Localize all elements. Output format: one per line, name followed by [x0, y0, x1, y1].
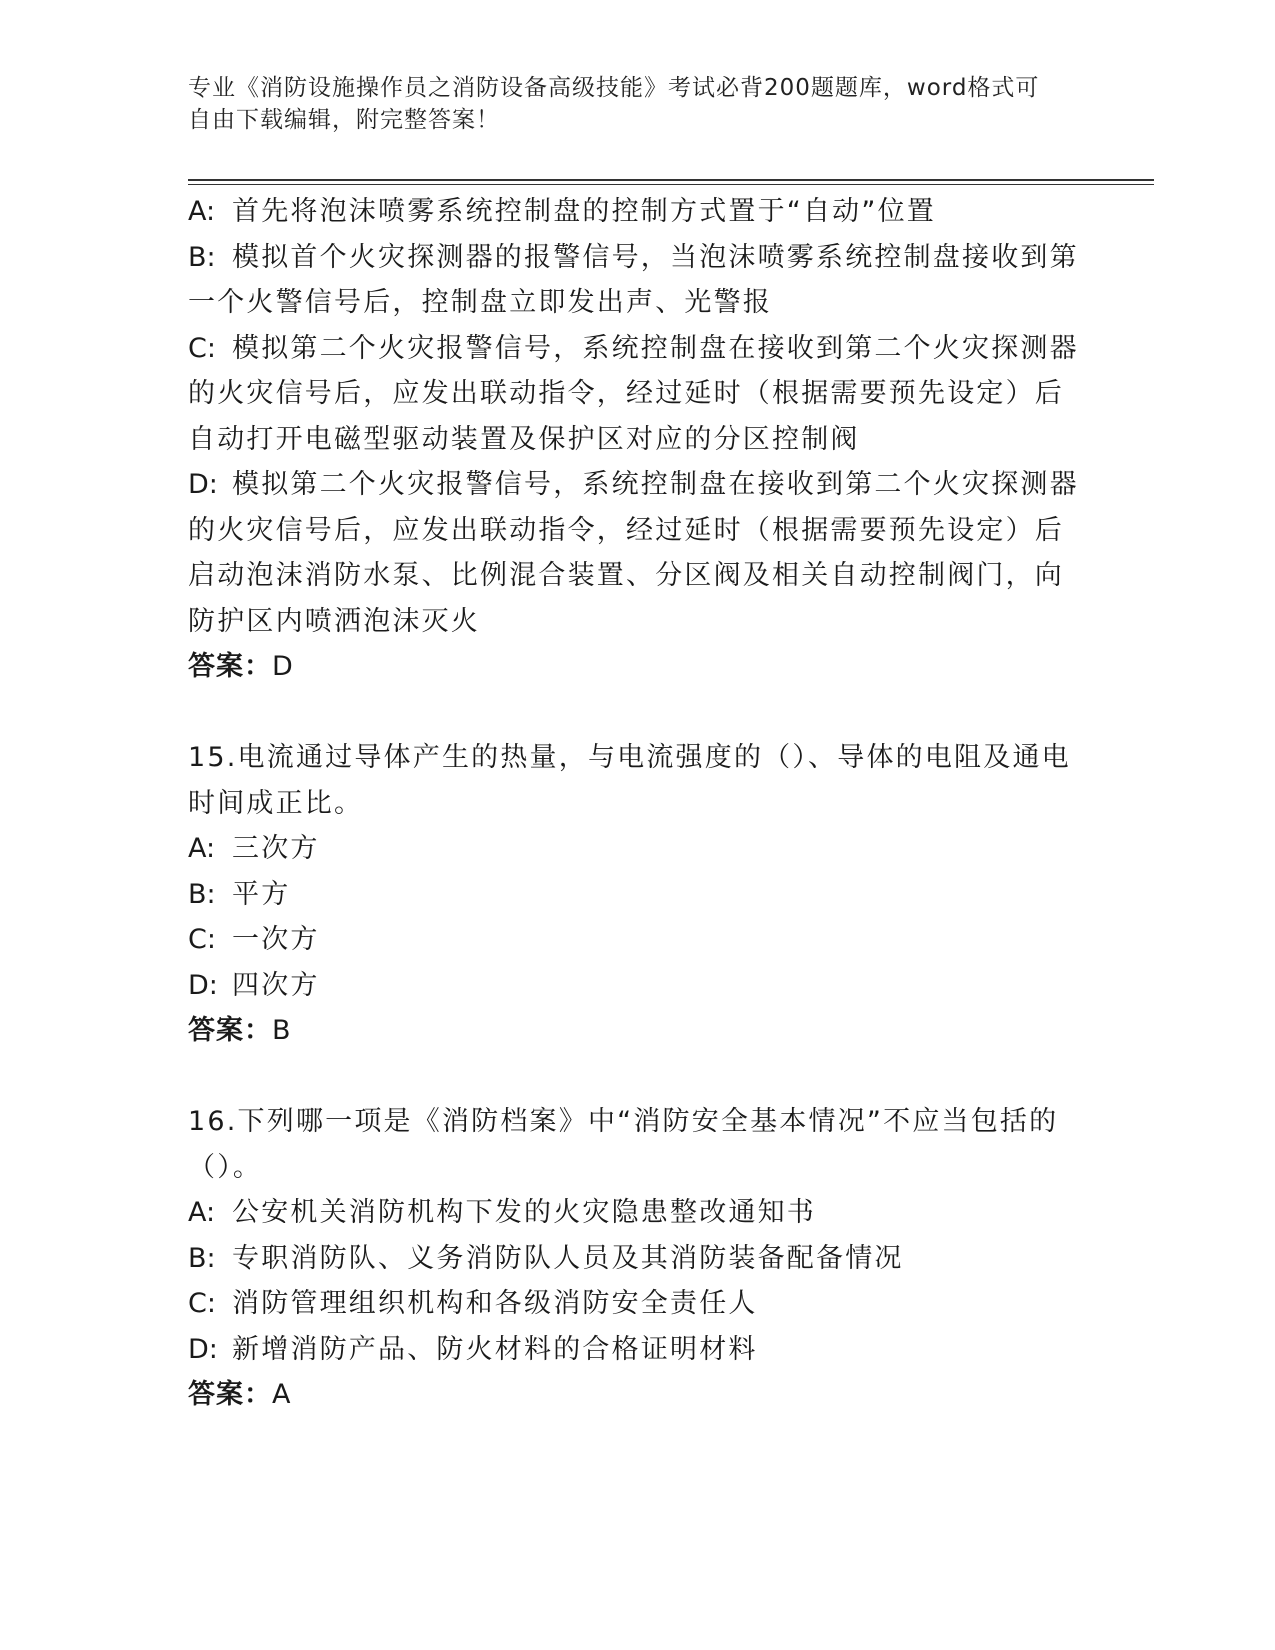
q15-option-c — [188, 917, 1088, 963]
option-label: B: — [188, 878, 216, 910]
option-text: 平方 — [232, 878, 291, 910]
q14-option-d — [188, 462, 1088, 644]
question-text: 15.电流通过导体产生的热量，与电流强度的（）、导体的电阻及通电 — [188, 742, 1071, 773]
option-label: B: — [188, 241, 216, 273]
question-15 — [188, 735, 1088, 1054]
q16-option-c — [188, 1281, 1088, 1327]
option-text: 一次方 — [232, 924, 320, 955]
q16-option-a — [188, 1190, 1088, 1236]
option-label: C: — [188, 332, 216, 364]
option-text-continued: 自动打开电磁型驱动装置及保护区对应的分区控制阀 — [188, 423, 860, 455]
question-content — [188, 189, 1088, 1418]
option-label: D: — [188, 1333, 218, 1365]
option-label: C: — [188, 924, 216, 955]
spacer — [188, 1054, 1088, 1100]
option-text: 模拟第二个火灾报警信号，系统控制盘在接收到第二个火灾探测器 — [232, 332, 1079, 364]
option-text: 消防管理组织机构和各级消防安全责任人 — [232, 1288, 758, 1319]
answer-prefix: 答案： — [188, 651, 272, 682]
q15-option-b — [188, 872, 1088, 918]
answer-prefix: 答案： — [188, 1379, 272, 1410]
option-text: 首先将泡沫喷雾系统控制盘的控制方式置于“自动”位置 — [232, 196, 936, 227]
option-text: 四次方 — [232, 969, 320, 1001]
header-line-1: 专业《消防设施操作员之消防设备高级技能》考试必背200题题库，word格式可 — [188, 75, 1040, 101]
q14-option-a — [188, 189, 1088, 235]
answer-value: D — [272, 651, 293, 682]
question-text: 16.下列哪一项是《消防档案》中“消防安全基本情况”不应当包括的 — [188, 1106, 1059, 1137]
option-label: A: — [188, 196, 216, 227]
answer-value: B — [272, 1015, 291, 1046]
q14-option-c — [188, 326, 1088, 463]
option-label: C: — [188, 1288, 216, 1319]
question-text-continued: 时间成正比。 — [188, 787, 364, 819]
spacer — [188, 690, 1088, 736]
option-label: D: — [188, 469, 218, 500]
header-line-2: 自由下载编辑，附完整答案！ — [188, 107, 500, 133]
option-text-continued: 的火灾信号后，应发出联动指令，经过延时（根据需要预先设定）后 — [188, 514, 1064, 546]
q15-option-d — [188, 963, 1088, 1009]
option-text: 新增消防产品、防火材料的合格证明材料 — [232, 1333, 758, 1365]
option-text: 模拟第二个火灾报警信号，系统控制盘在接收到第二个火灾探测器 — [232, 469, 1079, 500]
answer-value: A — [272, 1379, 291, 1410]
q14-answer — [188, 644, 1088, 690]
header-divider-thick — [188, 179, 1154, 181]
option-label: A: — [188, 833, 216, 864]
option-text: 专职消防队、义务消防队人员及其消防装备配备情况 — [232, 1242, 904, 1274]
answer-prefix: 答案： — [188, 1015, 272, 1046]
option-text: 三次方 — [232, 833, 320, 864]
q16-answer — [188, 1372, 1088, 1418]
option-label: D: — [188, 969, 218, 1001]
q15-answer — [188, 1008, 1088, 1054]
question-16 — [188, 1099, 1088, 1418]
option-text-continued: 启动泡沫消防水泵、比例混合装置、分区阀及相关自动控制阀门，向 — [188, 560, 1064, 591]
option-text-continued: 防护区内喷洒泡沫灭火 — [188, 605, 480, 637]
option-text-continued: 的火灾信号后，应发出联动指令，经过延时（根据需要预先设定）后 — [188, 378, 1064, 409]
header-divider-thin — [188, 184, 1154, 185]
option-text-continued: 一个火警信号后，控制盘立即发出声、光警报 — [188, 287, 772, 318]
option-label: B: — [188, 1242, 216, 1274]
question-text-continued: （）。 — [188, 1151, 263, 1183]
q14-option-b — [188, 235, 1088, 326]
option-text: 公安机关消防机构下发的火灾隐患整改通知书 — [232, 1197, 816, 1228]
q16-option-b — [188, 1236, 1088, 1282]
document-header — [188, 72, 1068, 136]
q16-option-d — [188, 1327, 1088, 1373]
option-label: A: — [188, 1197, 216, 1228]
option-text: 模拟首个火灾探测器的报警信号，当泡沫喷雾系统控制盘接收到第 — [232, 241, 1079, 273]
q15-option-a — [188, 826, 1088, 872]
question-14 — [188, 189, 1088, 690]
